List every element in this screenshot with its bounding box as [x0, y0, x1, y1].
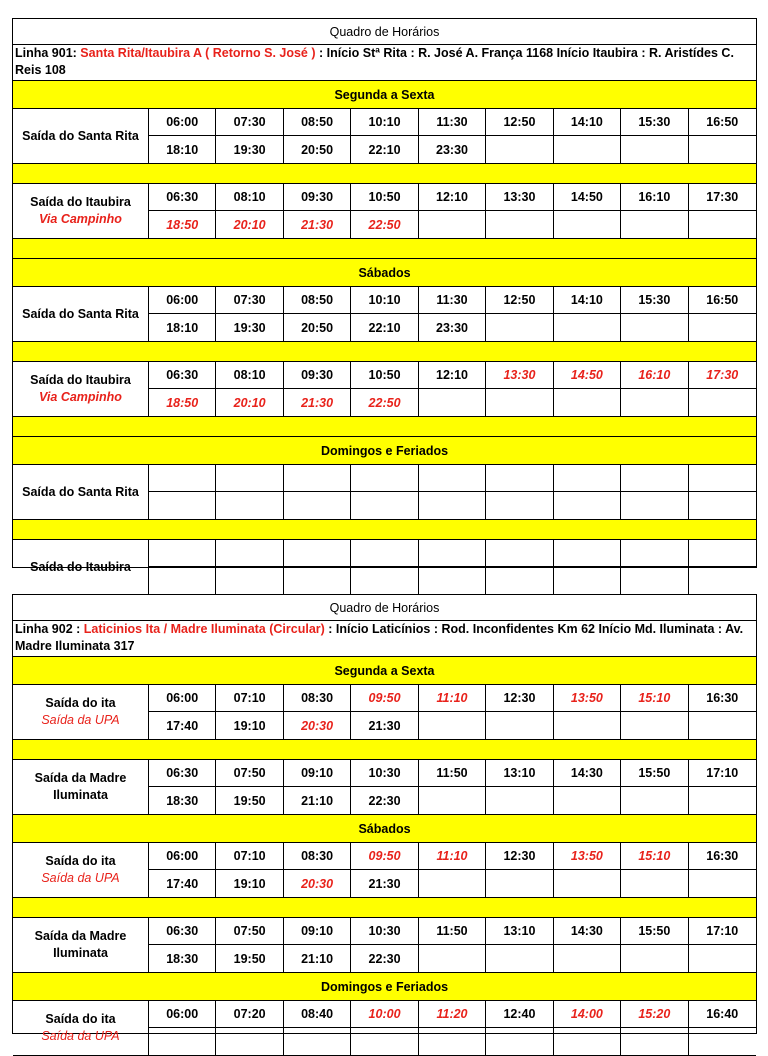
- time-cell: 12:10: [419, 184, 486, 211]
- time-cell: 17:40: [149, 870, 216, 897]
- time-cell: [149, 492, 216, 519]
- time-cell: 18:50: [149, 211, 216, 238]
- time-cell: [486, 314, 553, 341]
- time-cell: 13:50: [554, 685, 621, 712]
- time-cell: [689, 211, 756, 238]
- schedule-sheet-901: [12, 18, 757, 574]
- time-cell: [689, 787, 756, 814]
- sheet-title: Quadro de Horários: [13, 595, 756, 621]
- time-cell: 21:10: [284, 787, 351, 814]
- time-cell: 13:10: [486, 918, 553, 945]
- time-grid: [149, 685, 756, 739]
- day-heading: Sábados: [13, 259, 756, 287]
- time-cell: 07:50: [216, 760, 283, 787]
- time-grid: [149, 760, 756, 814]
- time-cell: [621, 389, 688, 416]
- time-cell: [689, 945, 756, 972]
- time-cell: 13:10: [486, 760, 553, 787]
- time-cell: [486, 787, 553, 814]
- time-cell: 18:50: [149, 389, 216, 416]
- departure-label: [13, 1001, 149, 1055]
- departure-block: [13, 1001, 756, 1056]
- line-number: Linha 902 :: [15, 622, 84, 636]
- time-cell: 06:30: [149, 362, 216, 389]
- separator-band: [13, 164, 756, 184]
- time-cell: 11:30: [419, 287, 486, 314]
- time-cell: 15:30: [621, 109, 688, 136]
- time-cell: 17:30: [689, 362, 756, 389]
- time-cell: [216, 540, 283, 567]
- time-cell: 12:30: [486, 685, 553, 712]
- time-cell: 09:30: [284, 184, 351, 211]
- time-cell: 11:10: [419, 843, 486, 870]
- time-cell: 18:30: [149, 787, 216, 814]
- time-cell: 19:10: [216, 870, 283, 897]
- time-cell: 22:50: [351, 389, 418, 416]
- time-cell: 09:30: [284, 362, 351, 389]
- time-cell: 07:10: [216, 685, 283, 712]
- time-cell: 17:30: [689, 184, 756, 211]
- time-cell: 08:10: [216, 362, 283, 389]
- time-cell: 06:30: [149, 184, 216, 211]
- time-cell: 13:30: [486, 184, 553, 211]
- time-cell: [351, 492, 418, 519]
- time-cell: [149, 540, 216, 567]
- time-cell: 14:50: [554, 184, 621, 211]
- separator-band: [13, 520, 756, 540]
- time-cell: [689, 1028, 756, 1055]
- time-cell: 08:30: [284, 685, 351, 712]
- time-cell: 09:10: [284, 760, 351, 787]
- time-cell: [419, 945, 486, 972]
- time-cell: [554, 136, 621, 163]
- time-cell: 06:00: [149, 287, 216, 314]
- time-cell: 16:30: [689, 685, 756, 712]
- time-cell: 07:50: [216, 918, 283, 945]
- time-cell: 14:30: [554, 760, 621, 787]
- time-cell: 20:10: [216, 211, 283, 238]
- time-cell: 15:30: [621, 287, 688, 314]
- departure-label: [13, 109, 149, 163]
- time-cell: 11:30: [419, 109, 486, 136]
- departure-block: [13, 685, 756, 740]
- time-cell: [689, 465, 756, 492]
- separator-band: [13, 740, 756, 760]
- time-cell: 18:10: [149, 314, 216, 341]
- time-cell: [486, 540, 553, 567]
- time-cell: 06:00: [149, 685, 216, 712]
- time-cell: 21:10: [284, 945, 351, 972]
- time-cell: [486, 870, 553, 897]
- time-cell: [554, 787, 621, 814]
- time-cell: [486, 211, 553, 238]
- time-cell: 17:10: [689, 918, 756, 945]
- departure-origin: Saída do ita: [45, 1012, 116, 1026]
- time-cell: [554, 492, 621, 519]
- time-cell: 08:30: [284, 843, 351, 870]
- separator-band: [13, 898, 756, 918]
- time-cell: 16:30: [689, 843, 756, 870]
- departure-label: [13, 184, 149, 238]
- departure-label: [13, 465, 149, 519]
- time-cell: [351, 1028, 418, 1055]
- day-heading: Segunda a Sexta: [13, 81, 756, 109]
- time-cell: 23:30: [419, 136, 486, 163]
- time-cell: 21:30: [351, 712, 418, 739]
- time-cell: [284, 567, 351, 594]
- time-cell: 15:10: [621, 685, 688, 712]
- line-info: [13, 621, 756, 657]
- time-cell: 07:30: [216, 287, 283, 314]
- time-cell: 09:50: [351, 843, 418, 870]
- time-grid: [149, 465, 756, 519]
- time-cell: [284, 540, 351, 567]
- time-cell: 16:50: [689, 109, 756, 136]
- time-cell: [689, 136, 756, 163]
- schedule-sections: [13, 81, 756, 615]
- time-cell: [689, 567, 756, 594]
- time-cell: 15:50: [621, 918, 688, 945]
- time-cell: 22:10: [351, 314, 418, 341]
- time-cell: 16:40: [689, 1001, 756, 1028]
- time-cell: 22:30: [351, 945, 418, 972]
- time-cell: [419, 492, 486, 519]
- time-cell: [689, 540, 756, 567]
- time-cell: 17:10: [689, 760, 756, 787]
- time-cell: 19:10: [216, 712, 283, 739]
- time-cell: [149, 567, 216, 594]
- time-cell: [216, 492, 283, 519]
- time-cell: [284, 1028, 351, 1055]
- time-cell: 21:30: [284, 211, 351, 238]
- time-grid: [149, 1001, 756, 1055]
- time-cell: 22:10: [351, 136, 418, 163]
- time-cell: [486, 492, 553, 519]
- time-cell: [554, 540, 621, 567]
- time-cell: 08:50: [284, 287, 351, 314]
- time-cell: [621, 870, 688, 897]
- time-cell: [351, 465, 418, 492]
- time-cell: [621, 492, 688, 519]
- time-cell: [486, 945, 553, 972]
- time-cell: 12:50: [486, 109, 553, 136]
- time-cell: [419, 211, 486, 238]
- time-cell: 18:30: [149, 945, 216, 972]
- time-cell: 19:50: [216, 787, 283, 814]
- departure-via: Via Campinho: [39, 212, 122, 226]
- time-cell: [554, 211, 621, 238]
- time-cell: 08:40: [284, 1001, 351, 1028]
- time-cell: 13:30: [486, 362, 553, 389]
- sheet-title: Quadro de Horários: [13, 19, 756, 45]
- time-cell: 06:30: [149, 918, 216, 945]
- time-cell: 10:10: [351, 287, 418, 314]
- time-grid: [149, 184, 756, 238]
- time-cell: [419, 787, 486, 814]
- time-cell: [689, 492, 756, 519]
- time-cell: 22:30: [351, 787, 418, 814]
- time-cell: [621, 1028, 688, 1055]
- time-cell: 20:50: [284, 314, 351, 341]
- departure-via: Saída da UPA: [41, 1029, 120, 1043]
- time-cell: [554, 465, 621, 492]
- departure-via: Saída da UPA: [41, 713, 120, 727]
- time-cell: 10:30: [351, 918, 418, 945]
- departure-via: Saída da UPA: [41, 871, 120, 885]
- time-cell: 20:30: [284, 870, 351, 897]
- departure-origin: Saída do Itaubira: [30, 559, 131, 574]
- time-cell: 08:50: [284, 109, 351, 136]
- time-cell: 20:50: [284, 136, 351, 163]
- time-cell: 12:40: [486, 1001, 553, 1028]
- time-cell: 15:50: [621, 760, 688, 787]
- time-cell: 22:50: [351, 211, 418, 238]
- time-cell: 11:50: [419, 918, 486, 945]
- time-cell: 15:20: [621, 1001, 688, 1028]
- time-cell: 10:50: [351, 184, 418, 211]
- time-cell: [419, 1028, 486, 1055]
- time-cell: [621, 567, 688, 594]
- time-grid: [149, 362, 756, 416]
- time-cell: [419, 712, 486, 739]
- departure-label: [13, 540, 149, 594]
- departure-block: [13, 287, 756, 342]
- time-cell: [621, 136, 688, 163]
- time-cell: 06:00: [149, 109, 216, 136]
- departure-label: [13, 760, 149, 814]
- separator-band: [13, 342, 756, 362]
- time-cell: [284, 492, 351, 519]
- departure-label: [13, 918, 149, 972]
- time-cell: [621, 787, 688, 814]
- time-cell: 16:10: [621, 362, 688, 389]
- time-grid: [149, 109, 756, 163]
- time-cell: 21:30: [284, 389, 351, 416]
- schedule-sections: [13, 657, 756, 1056]
- time-cell: [486, 1028, 553, 1055]
- line-number: Linha 901:: [15, 46, 81, 60]
- time-cell: [621, 314, 688, 341]
- time-cell: 15:10: [621, 843, 688, 870]
- time-cell: 13:50: [554, 843, 621, 870]
- time-cell: [621, 465, 688, 492]
- time-cell: 12:30: [486, 843, 553, 870]
- time-cell: [554, 1028, 621, 1055]
- departure-block: [13, 843, 756, 898]
- time-cell: [149, 465, 216, 492]
- departure-origin: Saída do Itaubira: [30, 195, 131, 209]
- line-info: [13, 45, 756, 81]
- time-cell: 09:50: [351, 685, 418, 712]
- time-cell: 09:10: [284, 918, 351, 945]
- time-cell: [216, 567, 283, 594]
- time-cell: [689, 712, 756, 739]
- time-cell: 21:30: [351, 870, 418, 897]
- time-cell: [621, 211, 688, 238]
- departure-block: [13, 184, 756, 239]
- time-cell: [621, 540, 688, 567]
- time-grid: [149, 918, 756, 972]
- time-cell: 18:10: [149, 136, 216, 163]
- time-cell: 07:10: [216, 843, 283, 870]
- time-cell: [419, 465, 486, 492]
- time-cell: [486, 567, 553, 594]
- schedule-sheet-902: [12, 594, 757, 1043]
- departure-origin: Saída da Madre Iluminata: [34, 929, 127, 960]
- time-cell: 14:10: [554, 287, 621, 314]
- time-cell: [149, 1028, 216, 1055]
- time-cell: [419, 567, 486, 594]
- departure-label: [13, 362, 149, 416]
- time-cell: [216, 465, 283, 492]
- departure-label: [13, 843, 149, 897]
- time-cell: [486, 136, 553, 163]
- time-cell: 14:10: [554, 109, 621, 136]
- departure-label: [13, 287, 149, 341]
- time-cell: 10:30: [351, 760, 418, 787]
- time-grid: [149, 843, 756, 897]
- time-cell: 20:30: [284, 712, 351, 739]
- day-heading: Segunda a Sexta: [13, 657, 756, 685]
- time-cell: [351, 567, 418, 594]
- time-cell: [554, 870, 621, 897]
- time-cell: [419, 870, 486, 897]
- time-cell: [486, 465, 553, 492]
- time-cell: 06:30: [149, 760, 216, 787]
- time-cell: 20:10: [216, 389, 283, 416]
- time-cell: 07:30: [216, 109, 283, 136]
- line-name: Santa Rita/Itaubira A ( Retorno S. José ): [80, 46, 316, 60]
- time-cell: 19:50: [216, 945, 283, 972]
- time-cell: [554, 945, 621, 972]
- line-description: : Início Stª Rita : R. José A. França 1168 Início Itaubira : R. Aristídes C. Reis 108: [15, 46, 734, 77]
- departure-label: [13, 685, 149, 739]
- time-cell: [621, 945, 688, 972]
- time-cell: 19:30: [216, 136, 283, 163]
- time-cell: 10:10: [351, 109, 418, 136]
- departure-origin: Saída do Itaubira: [30, 373, 131, 387]
- line-description: : Início Laticínios : Rod. Inconfidentes Km 62 Início Md. Iluminata : Av. Madre Iluminata 317: [15, 622, 744, 653]
- departure-block: [13, 918, 756, 973]
- separator-band: [13, 239, 756, 259]
- time-cell: [554, 712, 621, 739]
- time-cell: [486, 389, 553, 416]
- time-cell: 10:00: [351, 1001, 418, 1028]
- time-cell: [419, 389, 486, 416]
- departure-via: Via Campinho: [39, 390, 122, 404]
- time-cell: 19:30: [216, 314, 283, 341]
- time-grid: [149, 287, 756, 341]
- time-cell: [284, 465, 351, 492]
- time-cell: 10:50: [351, 362, 418, 389]
- time-cell: [554, 567, 621, 594]
- line-name: Laticinios Ita / Madre Iluminata (Circular): [83, 622, 325, 636]
- time-cell: [486, 712, 553, 739]
- time-cell: [351, 540, 418, 567]
- departure-origin: Saída do Santa Rita: [22, 306, 139, 321]
- time-cell: [554, 314, 621, 341]
- departure-origin: Saída da Madre Iluminata: [34, 771, 127, 802]
- time-cell: [419, 540, 486, 567]
- time-cell: 06:00: [149, 1001, 216, 1028]
- time-cell: 07:20: [216, 1001, 283, 1028]
- time-cell: 16:10: [621, 184, 688, 211]
- time-cell: [689, 870, 756, 897]
- time-cell: 11:10: [419, 685, 486, 712]
- time-cell: [689, 389, 756, 416]
- time-cell: 16:50: [689, 287, 756, 314]
- time-cell: 14:00: [554, 1001, 621, 1028]
- departure-origin: Saída do Santa Rita: [22, 484, 139, 499]
- time-cell: 23:30: [419, 314, 486, 341]
- time-cell: [216, 1028, 283, 1055]
- departure-block: [13, 540, 756, 595]
- time-cell: [689, 314, 756, 341]
- departure-origin: Saída do ita: [45, 696, 116, 710]
- day-heading: Domingos e Feriados: [13, 973, 756, 1001]
- time-cell: 14:50: [554, 362, 621, 389]
- time-cell: 12:10: [419, 362, 486, 389]
- time-cell: 17:40: [149, 712, 216, 739]
- day-heading: Domingos e Feriados: [13, 437, 756, 465]
- time-cell: 06:00: [149, 843, 216, 870]
- time-grid: [149, 540, 756, 594]
- time-cell: 11:20: [419, 1001, 486, 1028]
- day-heading: Sábados: [13, 815, 756, 843]
- time-cell: 11:50: [419, 760, 486, 787]
- departure-block: [13, 109, 756, 164]
- departure-origin: Saída do Santa Rita: [22, 128, 139, 143]
- time-cell: 08:10: [216, 184, 283, 211]
- time-cell: 14:30: [554, 918, 621, 945]
- departure-block: [13, 760, 756, 815]
- time-cell: 12:50: [486, 287, 553, 314]
- departure-origin: Saída do ita: [45, 854, 116, 868]
- separator-band: [13, 417, 756, 437]
- departure-block: [13, 465, 756, 520]
- departure-block: [13, 362, 756, 417]
- time-cell: [621, 712, 688, 739]
- time-cell: [554, 389, 621, 416]
